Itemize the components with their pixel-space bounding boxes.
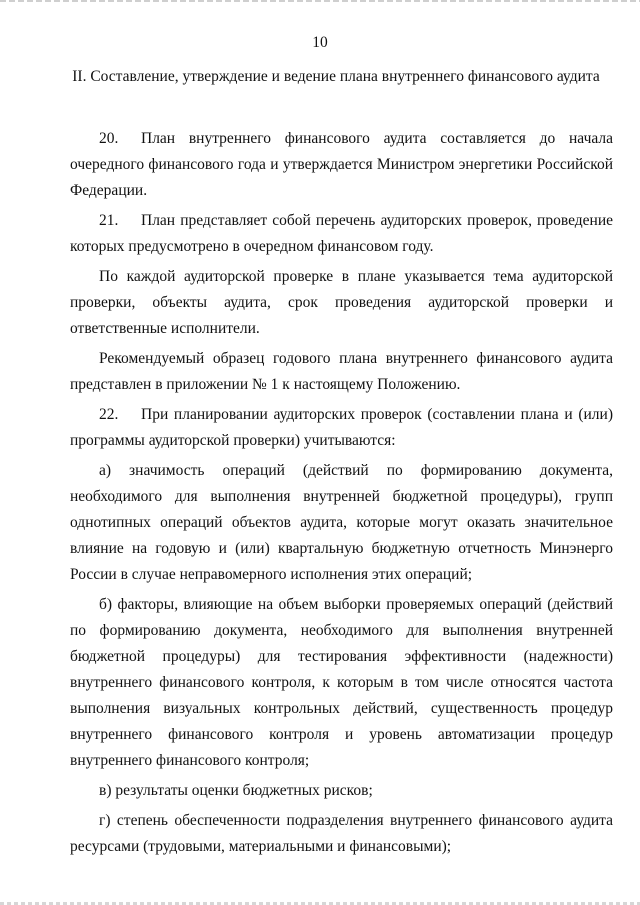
paragraph-text: б) факторы, влияющие на объем выборки проверяемых операций (действий по формированию документа, необходимого для выполнения внутренней бюджетной процедуры) для тестирования эффективности (надежности) внутреннего финансового контроля, к которым в том числе относятся частота выполнения визуальных контрольных действий, существенность процедур внутреннего финансового контроля и уровень автоматизации процедур внутреннего финансового контроля; [70, 596, 613, 769]
list-item-v [70, 778, 613, 804]
document-body [70, 126, 613, 860]
paragraph-number: 22. [99, 406, 119, 423]
paragraph-number: 21. [99, 212, 119, 229]
paragraph-21 [70, 208, 613, 260]
paragraph-text: в) результаты оценки бюджетных рисков; [99, 782, 373, 799]
paragraph-text: г) степень обеспеченности подразделения внутреннего финансового аудита ресурсами (трудовыми, материальными и финансовыми); [70, 812, 613, 855]
list-item-a [70, 458, 613, 588]
section-title: II. Составление, утверждение и ведение плана внутреннего финансового аудита [72, 68, 600, 85]
list-item-b [70, 592, 613, 774]
paragraph-22 [70, 402, 613, 454]
paragraph-20 [70, 126, 613, 204]
paragraph-number: 20. [99, 130, 119, 147]
page-number: 10 [312, 34, 328, 51]
paragraph-plan-template [70, 346, 613, 398]
paragraph-text: При планировании аудиторских проверок (составлении плана и (или) программы аудиторской проверки) учитываются: [70, 406, 613, 449]
scan-edge-top [0, 0, 640, 2]
paragraph-text: Рекомендуемый образец годового плана внутреннего финансового аудита представлен в приложении № 1 к настоящему Положению. [70, 350, 613, 393]
paragraph-text: План внутреннего финансового аудита составляется до начала очередного финансового года и утверждается Министром энергетики Российской Федерации. [70, 130, 613, 199]
paragraph-text: По каждой аудиторской проверке в плане указывается тема аудиторской проверки, объекты аудита, срок проведения аудиторской проверки и ответственные исполнители. [70, 268, 613, 337]
list-item-g [70, 808, 613, 860]
paragraph-text: План представляет собой перечень аудиторских проверок, проведение которых предусмотрено в очередном финансовом году. [70, 212, 613, 255]
paragraph-plan-contents [70, 264, 613, 342]
paragraph-text: а) значимость операций (действий по формированию документа, необходимого для выполнения внутренней бюджетной процедуры), групп однотипных операций объектов аудита, которые могут оказать значительное влияние на годовую и (или) квартальную бюджетную отчетность Минэнерго России в случае неправомерного исполнения этих операций; [70, 462, 613, 583]
